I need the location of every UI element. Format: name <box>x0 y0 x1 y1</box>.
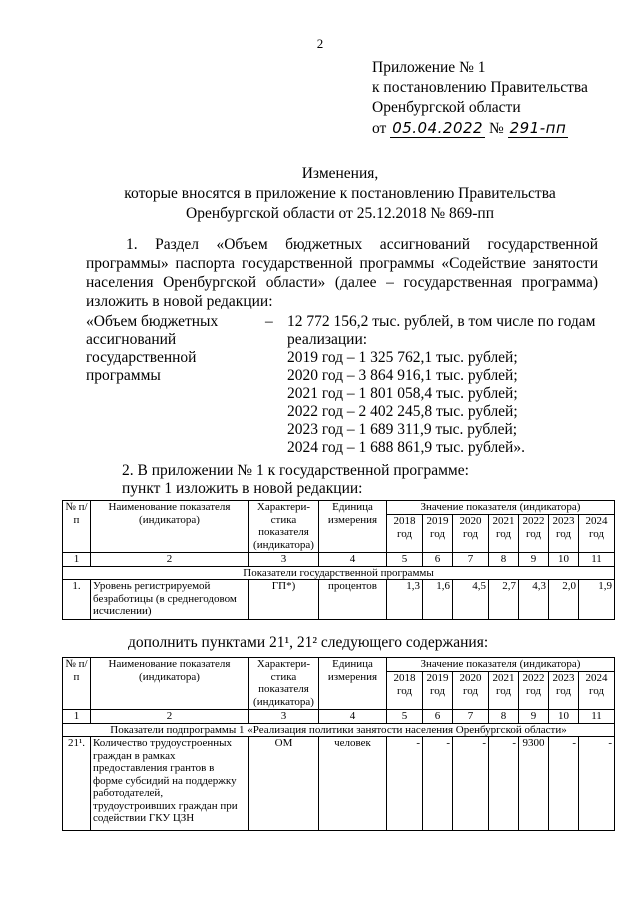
row-char: ГП*) <box>249 580 319 620</box>
budget-label-line: программы <box>86 367 161 384</box>
appendix-line2: к постановлению Правительства <box>372 79 588 96</box>
year-cell: 2020 год <box>453 515 489 553</box>
table-header-row <box>63 501 615 515</box>
paragraph-2-line2: пункт 1 изложить в новой редакции: <box>122 480 363 497</box>
budget-label-line: ассигнований <box>86 331 177 348</box>
table-section-row <box>63 566 615 580</box>
index-cell: 4 <box>319 553 387 567</box>
header-char: Характери-стика показателя (индикатора) <box>249 658 319 710</box>
appendix-line1: Приложение № 1 <box>372 59 486 76</box>
row-unit: человек <box>319 737 387 831</box>
header-name: Наименование показателя (индикатора) <box>91 658 249 710</box>
row-char: ОМ <box>249 737 319 831</box>
budget-label-line: «Объем бюджетных <box>86 313 219 330</box>
row-value: - <box>453 737 489 831</box>
year-cell: 2019 год <box>423 515 453 553</box>
budget-values <box>287 313 595 457</box>
index-cell: 8 <box>489 553 519 567</box>
index-cell: 7 <box>453 553 489 567</box>
index-cell: 3 <box>249 553 319 567</box>
year-cell: 2020 год <box>453 672 489 710</box>
budget-line: 12 772 156,2 тыс. рублей, в том числе по годам <box>287 313 596 330</box>
document-title <box>60 164 620 224</box>
title-line2: которые вносятся в приложение к постановлению Правительства <box>124 185 556 202</box>
table-section-row <box>63 723 615 737</box>
row-value: - <box>423 737 453 831</box>
appendix-number: 291-пп <box>509 119 567 137</box>
index-cell: 2 <box>91 553 249 567</box>
page-number: 2 <box>316 36 324 51</box>
paragraph-1: 1. Раздел «Объем бюджетных ассигнований государственной программы» паспорта государственной программы «Содействие занятости населения Оренбургской области» (далее – государственная программа) изложить в новой редакции: <box>86 236 598 310</box>
paragraph-2-line1: 2. В приложении № 1 к государственной программе: <box>122 462 469 479</box>
section-title: Показатели государственной программы <box>63 566 615 580</box>
index-cell: 5 <box>387 710 423 724</box>
paragraph-3: дополнить пунктами 21¹, 21² следующего содержания: <box>128 634 489 651</box>
index-cell: 6 <box>423 710 453 724</box>
row-value: 2,7 <box>489 580 519 620</box>
indicator-table-1 <box>62 500 615 620</box>
appendix-from-label: от <box>372 120 387 137</box>
index-cell: 11 <box>579 553 615 567</box>
index-cell: 5 <box>387 553 423 567</box>
appendix-num-label: № <box>488 120 504 137</box>
year-cell: 2021 год <box>489 515 519 553</box>
index-cell: 7 <box>453 710 489 724</box>
year-cell: 2024 год <box>579 515 615 553</box>
index-cell: 1 <box>63 710 91 724</box>
index-cell: 11 <box>579 710 615 724</box>
row-value: 9300 <box>519 737 549 831</box>
row-value: 1,6 <box>423 580 453 620</box>
year-cell: 2022 год <box>519 672 549 710</box>
header-name: Наименование показателя (индикатора) <box>91 501 249 553</box>
appendix-line3: Оренбургской области <box>372 99 521 116</box>
year-cell: 2018 год <box>387 672 423 710</box>
row-num: 1. <box>63 580 91 620</box>
table-index-row <box>63 710 615 724</box>
table-row <box>63 580 615 620</box>
header-unit: Единица измерения <box>319 658 387 710</box>
appendix-block <box>372 58 588 139</box>
header-values: Значение показателя (индикатора) <box>387 658 615 672</box>
row-value: 2,0 <box>549 580 579 620</box>
row-unit: процентов <box>319 580 387 620</box>
year-cell: 2023 год <box>549 515 579 553</box>
budget-line: 2022 год – 2 402 245,8 тыс. рублей; <box>287 403 518 420</box>
index-cell: 1 <box>63 553 91 567</box>
year-cell: 2021 год <box>489 672 519 710</box>
budget-label-line: государственной <box>86 349 197 366</box>
budget-line: 2021 год – 1 801 058,4 тыс. рублей; <box>287 385 518 402</box>
index-cell: 10 <box>549 553 579 567</box>
header-num: № п/п <box>63 658 91 710</box>
budget-line: 2020 год – 3 864 916,1 тыс. рублей; <box>287 367 518 384</box>
year-cell: 2023 год <box>549 672 579 710</box>
year-cell: 2019 год <box>423 672 453 710</box>
index-cell: 9 <box>519 710 549 724</box>
indicator-table-2 <box>62 657 615 831</box>
header-values: Значение показателя (индикатора) <box>387 501 615 515</box>
row-num: 21¹. <box>63 737 91 831</box>
row-value: - <box>387 737 423 831</box>
budget-line: 2019 год – 1 325 762,1 тыс. рублей; <box>287 349 518 366</box>
header-char: Характери-стика показателя (индикатора) <box>249 501 319 553</box>
table-header-row <box>63 658 615 672</box>
row-value: 1,9 <box>579 580 615 620</box>
row-value: 4,5 <box>453 580 489 620</box>
header-unit: Единица измерения <box>319 501 387 553</box>
table-row <box>63 737 615 831</box>
budget-line: реализации: <box>287 331 368 348</box>
budget-label <box>86 313 256 385</box>
row-value: 4,3 <box>519 580 549 620</box>
appendix-date: 05.04.2022 <box>392 119 484 137</box>
index-cell: 9 <box>519 553 549 567</box>
section-title: Показатели подпрограммы 1 «Реализация политики занятости населения Оренбургской области» <box>63 723 615 737</box>
row-name: Количество трудоустроенных граждан в рамках предоставления грантов в форме субсидий на поддержку работодателей, трудоустроивших граждан при содействии ГКУ ЦЗН <box>91 737 249 831</box>
index-cell: 8 <box>489 710 519 724</box>
index-cell: 10 <box>549 710 579 724</box>
row-value: - <box>579 737 615 831</box>
title-line1: Изменения, <box>301 165 379 182</box>
row-value: - <box>549 737 579 831</box>
year-cell: 2024 год <box>579 672 615 710</box>
budget-line: 2023 год – 1 689 311,9 тыс. рублей; <box>287 421 518 438</box>
paragraph-2 <box>122 462 469 498</box>
appendix-date-line <box>372 118 588 139</box>
budget-line: 2024 год – 1 688 861,9 тыс. рублей». <box>287 439 525 456</box>
year-cell: 2022 год <box>519 515 549 553</box>
table-index-row <box>63 553 615 567</box>
row-value: - <box>489 737 519 831</box>
budget-dash: – <box>265 313 273 330</box>
row-name: Уровень регистрируемой безработицы (в среднегодовом исчислении) <box>91 580 249 620</box>
title-line3: Оренбургской области от 25.12.2018 № 869-пп <box>186 205 494 222</box>
index-cell: 2 <box>91 710 249 724</box>
header-num: № п/п <box>63 501 91 553</box>
row-value: 1,3 <box>387 580 423 620</box>
index-cell: 3 <box>249 710 319 724</box>
index-cell: 6 <box>423 553 453 567</box>
index-cell: 4 <box>319 710 387 724</box>
year-cell: 2018 год <box>387 515 423 553</box>
